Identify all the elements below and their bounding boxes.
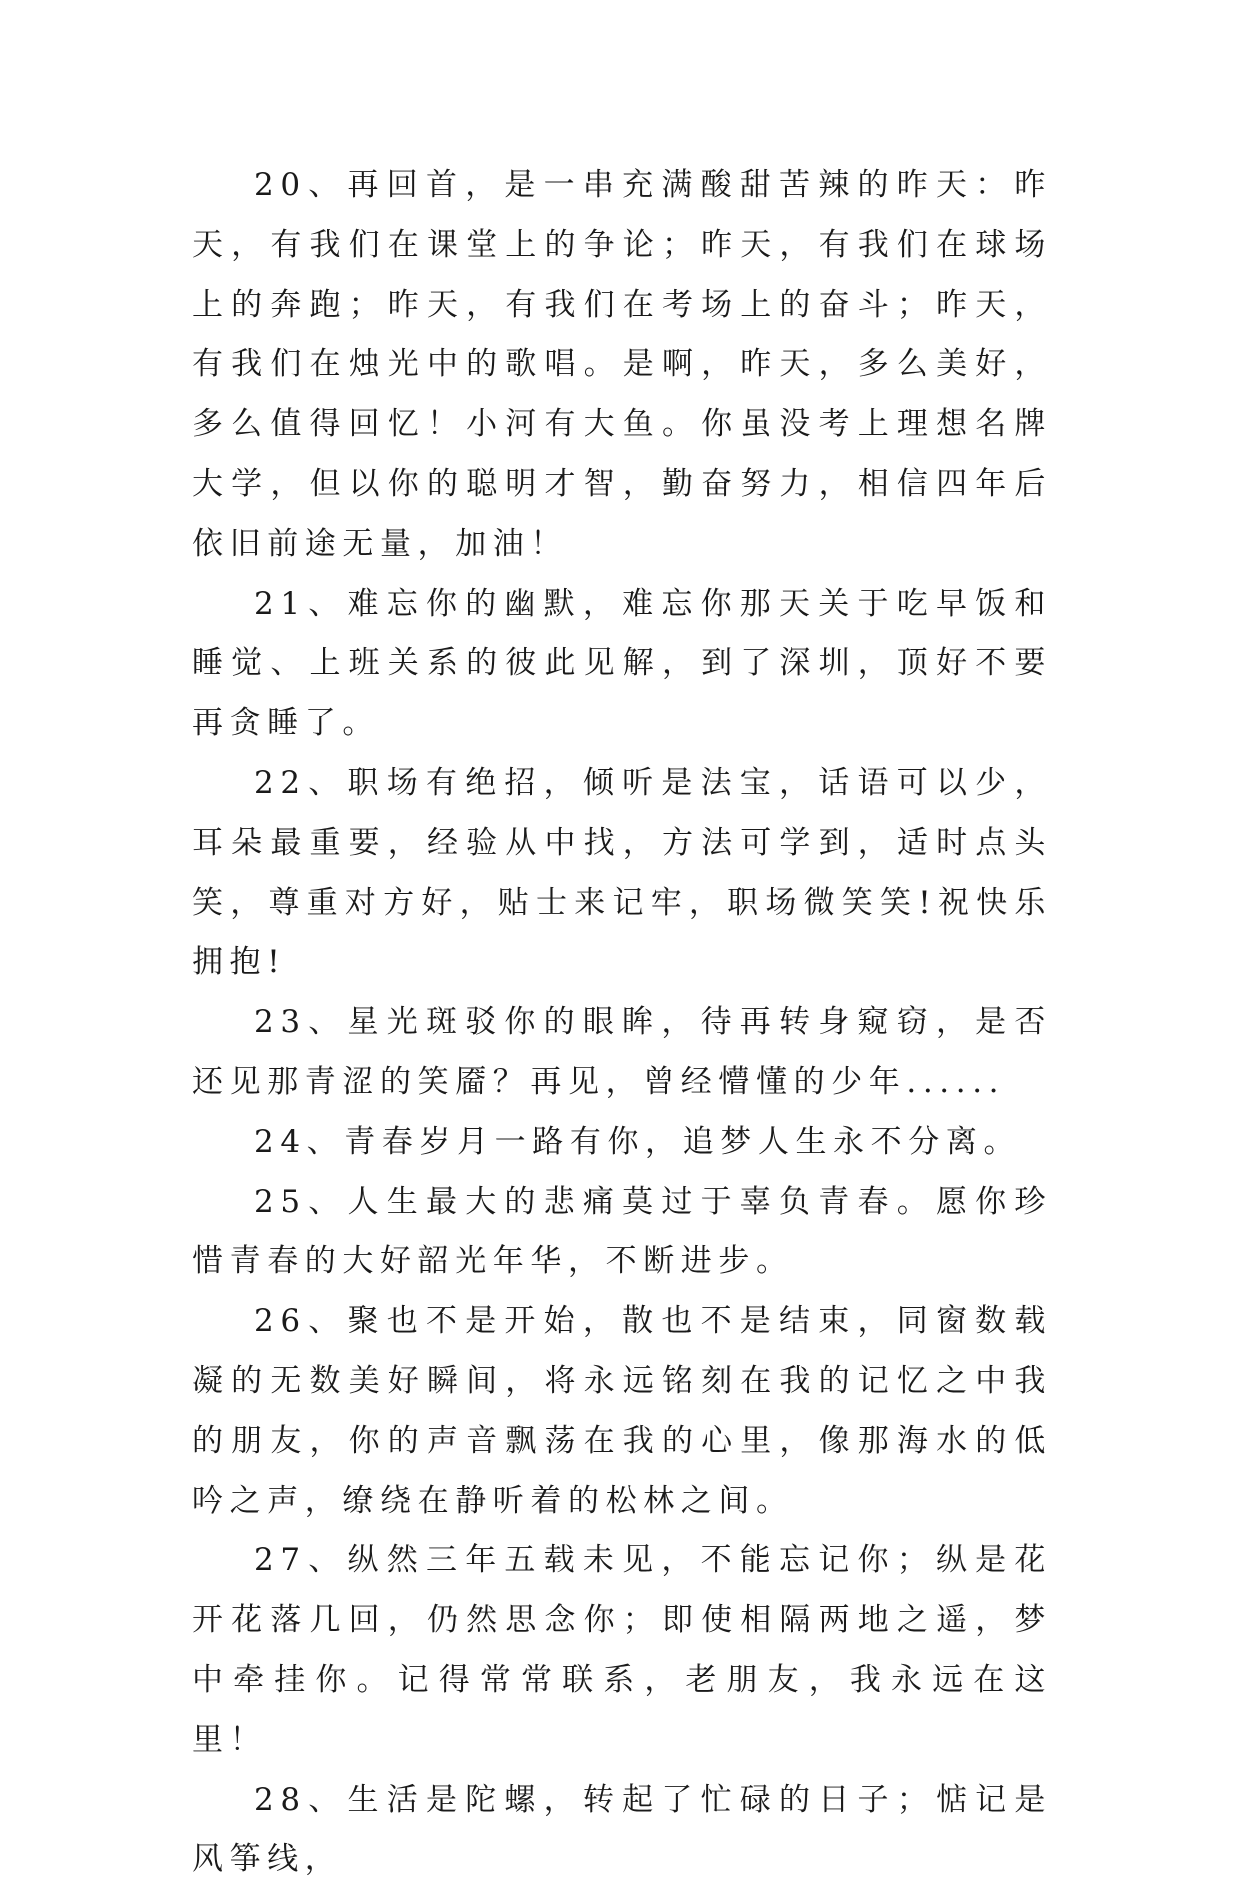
paragraph-20: 20、再回首，是一串充满酸甜苦辣的昨天：昨天，有我们在课堂上的争论；昨天，有我们在球场上的奔跑；昨天，有我们在考场上的奋斗；昨天，有我们在烛光中的歌唱。是啊，昨天，多么美好，多么值得回忆！小河有大鱼。你虽没考上理想名牌大学，但以你的聪明才智，勤奋努力，相信四年后依旧前途无量，加油！ [192,167,1052,562]
paragraph-21: 21、难忘你的幽默，难忘你那天关于吃早饭和睡觉、上班关系的彼此见解，到了深圳，顶好不要再贪睡了。 [192,585,1052,742]
document-body [192,156,1052,1890]
paragraph-26: 26、聚也不是开始，散也不是结束，同窗数载凝的无数美好瞬间，将永远铭刻在我的记忆之中我的朋友，你的声音飘荡在我的心里，像那海水的低吟之声，缭绕在静听着的松林之间。 [192,1303,1052,1519]
paragraph-24: 24、青春岁月一路有你，追梦人生永不分离。 [254,1123,1022,1160]
paragraph-27: 27、纵然三年五载未见，不能忘记你；纵是花开花落几回，仍然思念你；即使相隔两地之遥，梦中牵挂你。记得常常联系，老朋友，我永远在这里！ [192,1542,1052,1758]
paragraph-28: 28、生活是陀螺，转起了忙碌的日子；惦记是风筝线， [192,1781,1052,1878]
paragraph-23: 23、星光斑驳你的眼眸，待再转身窥窃，是否还见那青涩的笑靥？再见，曾经懵懂的少年...... [192,1004,1052,1100]
paragraph-25: 25、人生最大的悲痛莫过于辜负青春。愿你珍惜青春的大好韶光年华，不断进步。 [192,1183,1052,1280]
paragraph-22: 22、职场有绝招，倾听是法宝，话语可以少，耳朵最重要，经验从中找，方法可学到，适时点头笑，尊重对方好，贴士来记牢，职场微笑笑!祝快乐拥抱! [192,764,1052,981]
